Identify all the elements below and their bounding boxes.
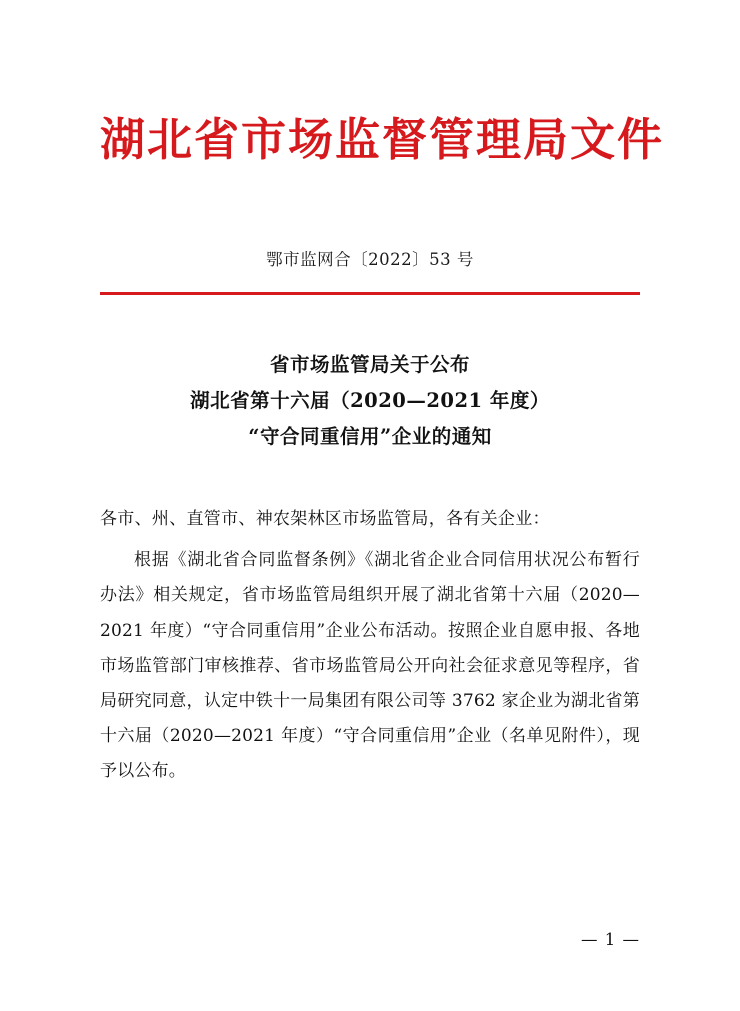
- document-masthead-title: 湖北省市场监督管理局文件: [100, 113, 665, 166]
- document-number: 鄂市监网合〔2022〕53 号: [266, 250, 474, 270]
- document-title-line-3: “守合同重信用”企业的通知: [248, 424, 492, 448]
- document-title-block: [100, 347, 640, 455]
- document-page: [0, 112, 740, 1011]
- document-title-line-2: 湖北省第十六届（2020—2021 年度）: [190, 388, 550, 412]
- red-divider-rule: [100, 292, 640, 295]
- document-body-paragraph: 根据《湖北省合同监督条例》《湖北省企业合同信用状况公布暂行办法》相关规定，省市场监管局组织开展了湖北省第十六届（2020—2021 年度）“守合同重信用”企业公布活动。按照企业自愿申报、各地市场监管部门审核推荐、省市场监管局公开向社会征求意见等程序，省局研究同意，认定中铁十一局集团有限公司等 3762 家企业为湖北省第十六届（2020—2021 年度）“守合同重信用”企业（名单见附件），现予以公布。: [100, 550, 640, 782]
- document-salutation: 各市、州、直管市、神农架林区市场监管局，各有关企业：: [100, 508, 550, 529]
- page-number-footer: — 1 —: [581, 930, 640, 949]
- document-title-line-1: 省市场监管局关于公布: [269, 352, 470, 376]
